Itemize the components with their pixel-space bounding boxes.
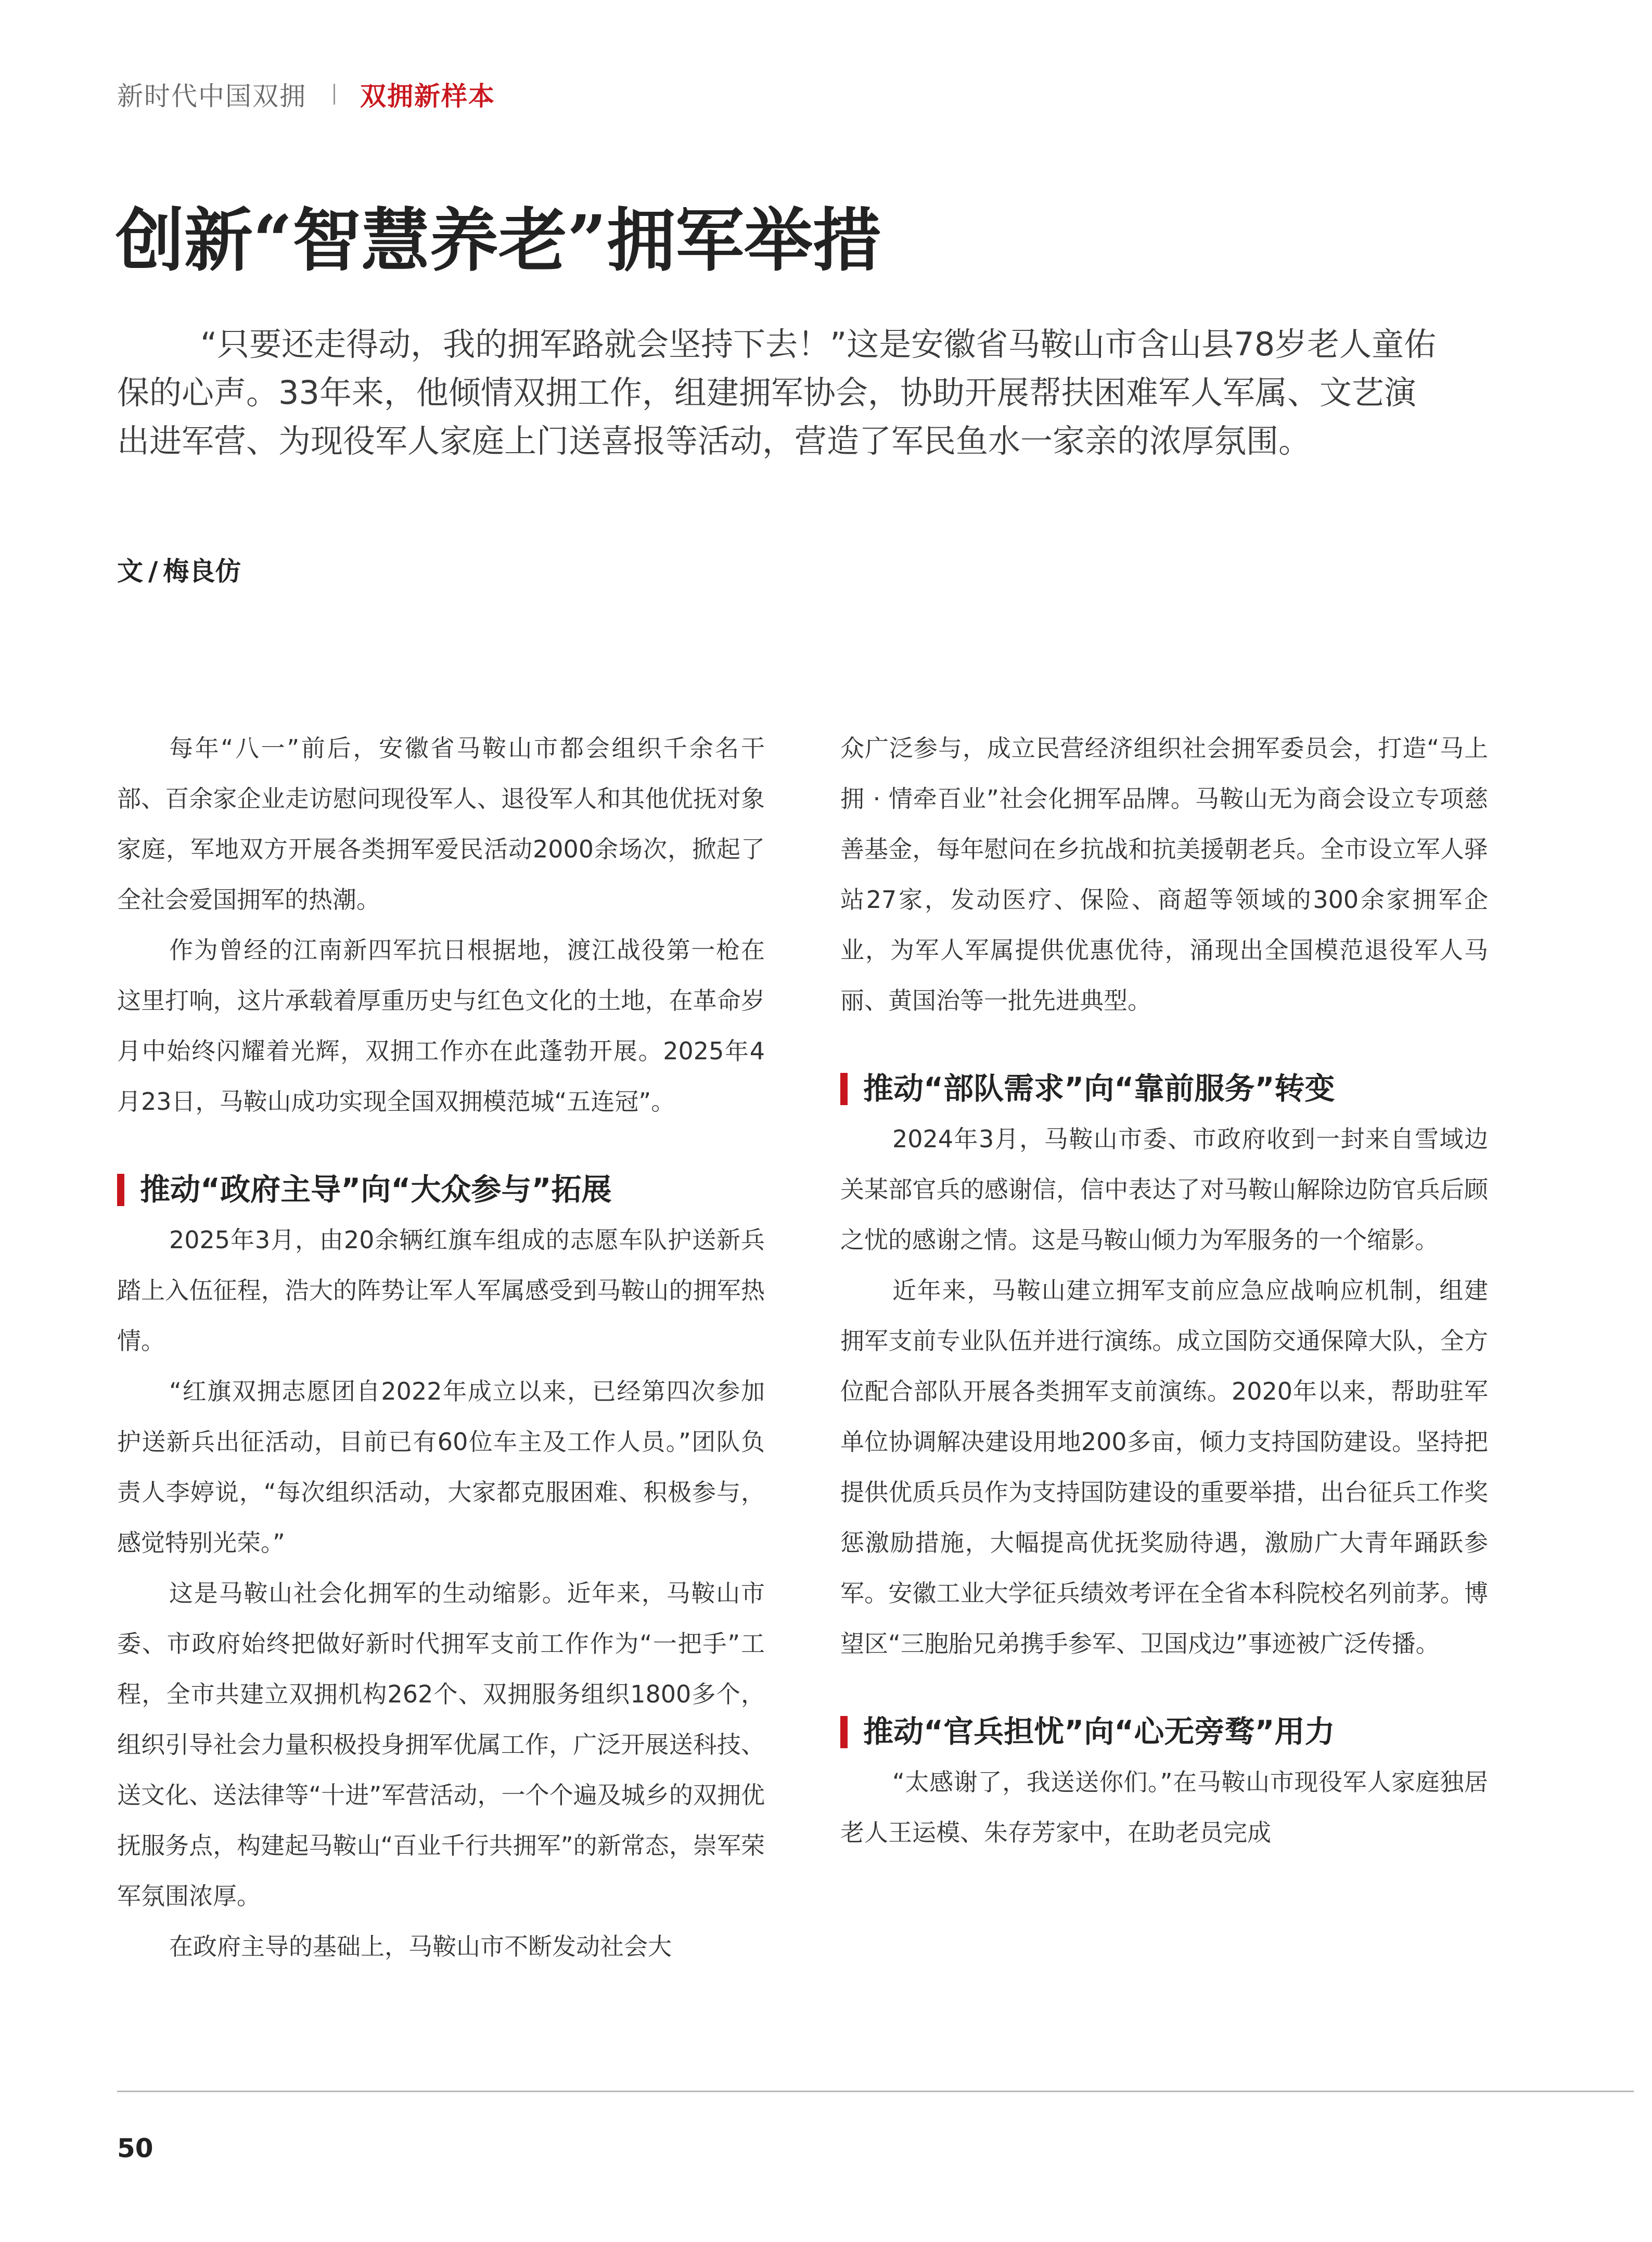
running-header: [117, 75, 495, 113]
column-name: 双拥新样本: [360, 81, 495, 111]
spacer: [840, 1669, 1488, 1707]
paragraph: 在政府主导的基础上，马鞍山市不断发动社会大: [169, 1932, 672, 1961]
paragraph: 作为曾经的江南新四军抗日根据地，渡江战役第一枪在这里打响，这片承载着厚重历史与红色文化的土地，在革命岁月中始终闪耀着光辉，双拥工作亦在此蓬勃开展。2025年4月23日，马鞍山成功实现全国双拥模范城“五连冠”。: [117, 936, 765, 1116]
section-heading: [117, 1164, 765, 1215]
section-heading-text: 推动“政府主导”向“大众参与”拓展: [140, 1172, 612, 1207]
paragraph: 2025年3月，由20余辆红旗车组成的志愿车队护送新兵踏上入伍征程，浩大的阵势让军人军属感受到马鞍山的拥军热情。: [117, 1226, 765, 1355]
heading-marker: [840, 1716, 848, 1748]
heading-marker: [117, 1174, 124, 1206]
article-lead: “只要还走得动，我的拥军路就会坚持下去！”这是安徽省马鞍山市含山县78岁老人童佑保的心声。33年来，他倾情双拥工作，组建拥军协会，协助开展帮扶困难军人军属、文艺演出进军营、为现役军人家庭上门送喜报等活动，营造了军民鱼水一家亲的浓厚氛围。: [117, 325, 1437, 460]
section-heading: [840, 1707, 1488, 1757]
spacer: [117, 1127, 765, 1164]
left-column: [117, 723, 765, 1972]
section-name: 新时代中国双拥: [117, 81, 306, 111]
header-divider: [334, 84, 335, 105]
author-separator: /: [148, 556, 158, 586]
author-prefix: 文: [117, 556, 143, 586]
section-heading-text: 推动“官兵担忧”向“心无旁骛”用力: [863, 1714, 1335, 1749]
paragraph: 众广泛参与，成立民营经济组织社会拥军委员会，打造“马上拥 · 情牵百业”社会化拥军品牌。马鞍山无为商会设立专项慈善基金，每年慰问在乡抗战和抗美援朝老兵。全市设立军人驿站27家，发动医疗、保险、商超等领域的300余家拥军企业，为军人军属提供优惠优待，涌现出全国模范退役军人马丽、黄国治等一批先进典型。: [840, 734, 1488, 1015]
author-name: 梅良仿: [163, 556, 241, 586]
page-number: 50: [117, 2133, 153, 2163]
section-heading-text: 推动“部队需求”向“靠前服务”转变: [863, 1071, 1335, 1106]
heading-marker: [840, 1073, 848, 1105]
paragraph: 每年“八一”前后，安徽省马鞍山市都会组织千余名干部、百余家企业走访慰问现役军人、退役军人和其他优抚对象家庭，军地双方开展各类拥军爱民活动2000余场次，掀起了全社会爱国拥军的热潮。: [117, 734, 765, 914]
footer-divider: [117, 2091, 1634, 2092]
author-byline: [117, 550, 241, 588]
article-title: 创新“智慧养老”拥军举措: [116, 200, 881, 281]
spacer: [840, 1026, 1488, 1064]
paragraph: 近年来，马鞍山建立拥军支前应急应战响应机制，组建拥军支前专业队伍并进行演练。成立国防交通保障大队，全方位配合部队开展各类拥军支前演练。2020年以来，帮助驻军单位协调解决建设用地200多亩，倾力支持国防建设。坚持把提供优质兵员作为支持国防建设的重要举措，出台征兵工作奖惩激励措施，大幅提高优抚奖励待遇，激励广大青年踊跃参军。安徽工业大学征兵绩效考评在全省本科院校名列前茅。博望区“三胞胎兄弟携手参军、卫国戍边”事迹被广泛传播。: [840, 1276, 1488, 1658]
paragraph: 这是马鞍山社会化拥军的生动缩影。近年来，马鞍山市委、市政府始终把做好新时代拥军支前工作作为“一把手”工程，全市共建立双拥机构262个、双拥服务组织1800多个，组织引导社会力量积极投身拥军优属工作，广泛开展送科技、送文化、送法律等“十进”军营活动，一个个遍及城乡的双拥优抚服务点，构建起马鞍山“百业千行共拥军”的新常态，崇军荣军氛围浓厚。: [117, 1579, 765, 1910]
paragraph: “红旗双拥志愿团自2022年成立以来，已经第四次参加护送新兵出征活动，目前已有60位车主及工作人员。”团队负责人李婷说，“每次组织活动，大家都克服困难、积极参与，感觉特别光荣。”: [117, 1377, 765, 1557]
paragraph: 2024年3月，马鞍山市委、市政府收到一封来自雪域边关某部官兵的感谢信，信中表达了对马鞍山解除边防官兵后顾之忧的感谢之情。这是马鞍山倾力为军服务的一个缩影。: [840, 1125, 1488, 1254]
right-column: [840, 723, 1488, 1858]
section-heading: [840, 1064, 1488, 1114]
paragraph: “太感谢了，我送送你们。”在马鞍山市现役军人家庭独居老人王运模、朱存芳家中，在助老员完成: [840, 1768, 1488, 1847]
